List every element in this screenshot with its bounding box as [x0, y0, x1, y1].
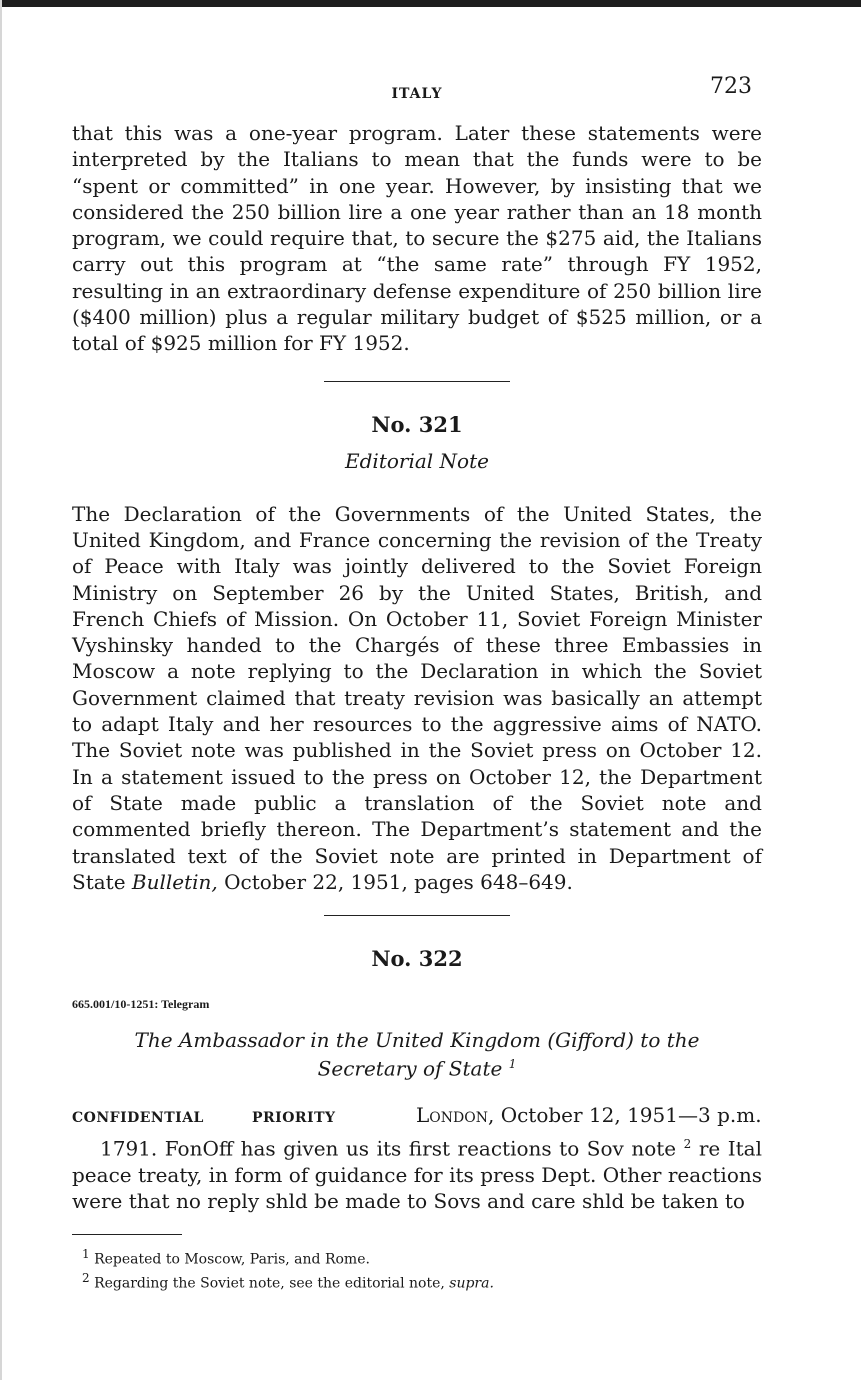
heading-text: The Ambassador in the United Kingdom (Gifford) to the Secretary of State	[134, 1028, 700, 1081]
footnote-text: Repeated to Moscow, Paris, and Rome.	[94, 1251, 370, 1268]
editorial-note-paragraph	[72, 501, 762, 895]
editorial-note-text: The Declaration of the Governments of the United States, the United Kingdom, and France concerning the revision of the Treaty of Peace with Italy was jointly delivered to the Soviet Foreign Ministry on September 26 by the United States, British, and French Chiefs of Mission. On October 11, Soviet Foreign Minister Vyshinsky handed to the Chargés of these three Embassies in Moscow a note replying to the Declaration in which the Soviet Government claimed that treaty revision was basically an attempt to adapt Italy and her resources to the aggressive aims of NATO. The Soviet note was published in the Soviet press on October 12. In a statement issued to the press on October 12, the Department of State made public a translation of the Soviet note and commented briefly thereon. The Department’s statement and the translated text of the Soviet note are printed in Department of State	[72, 501, 762, 894]
scan-top-border	[0, 0, 861, 7]
footnote-marker: 1	[82, 1247, 90, 1262]
footnote-divider	[72, 1234, 182, 1235]
scan-left-edge	[0, 0, 2, 1380]
footnote-text: Regarding the Soviet note, see the editorial note,	[94, 1275, 450, 1292]
bulletin-title: Bulletin,	[131, 869, 218, 894]
running-title: ITALY	[391, 86, 443, 102]
footnote-marker: 1	[508, 1057, 517, 1072]
document-heading	[72, 1028, 762, 1081]
document-number: No. 321	[371, 411, 463, 437]
document-page	[72, 74, 762, 1293]
section-divider	[324, 915, 510, 916]
date: October 12, 1951—3 p.m.	[500, 1102, 762, 1127]
section-divider	[324, 381, 510, 382]
document-number: No. 322	[371, 946, 463, 972]
running-head	[72, 74, 762, 114]
continued-paragraph: that this was a one-year program. Later these statements were interpreted by the Italians to mean that the funds were to be “spent or committed” in one year. However, by insisting that we considered the 250 billion lire a one year rather than an 18 month program, we could require that, to secure the $275 aid, the Italians carry out this program at “the same rate” through FY 1952, resulting in an extraordinary defense expenditure of 250 billion lire ($400 million) plus a regular military budget of $525 million, or a total of $925 million for FY 1952.	[72, 121, 762, 356]
classification-label: CONFIDENTIAL	[72, 1109, 204, 1126]
footnote-marker: 2	[82, 1270, 90, 1285]
page-number: 723	[710, 74, 752, 99]
footnote-1	[72, 1245, 762, 1269]
editorial-note-label: Editorial Note	[345, 448, 489, 473]
telegram-text: 1791. FonOff has given us its first reactions to Sov note	[100, 1136, 677, 1161]
footnote-italic: supra.	[449, 1275, 494, 1292]
place: London,	[416, 1102, 495, 1127]
footnote-2	[72, 1269, 762, 1293]
file-reference: 665.001/10-1251: Telegram	[72, 997, 210, 1012]
precedence-label: PRIORITY	[252, 1109, 336, 1126]
editorial-note-citation: October 22, 1951, pages 648–649.	[217, 869, 573, 894]
dateline	[72, 1103, 762, 1127]
footnote-marker: 2	[683, 1136, 692, 1151]
telegram-paragraph	[72, 1131, 762, 1215]
telegram-text-continued: re Ital peace treaty, in form of guidance for its press Dept. Other reactions were that no reply shld be made to Sovs and care shld be taken to	[72, 1136, 763, 1214]
